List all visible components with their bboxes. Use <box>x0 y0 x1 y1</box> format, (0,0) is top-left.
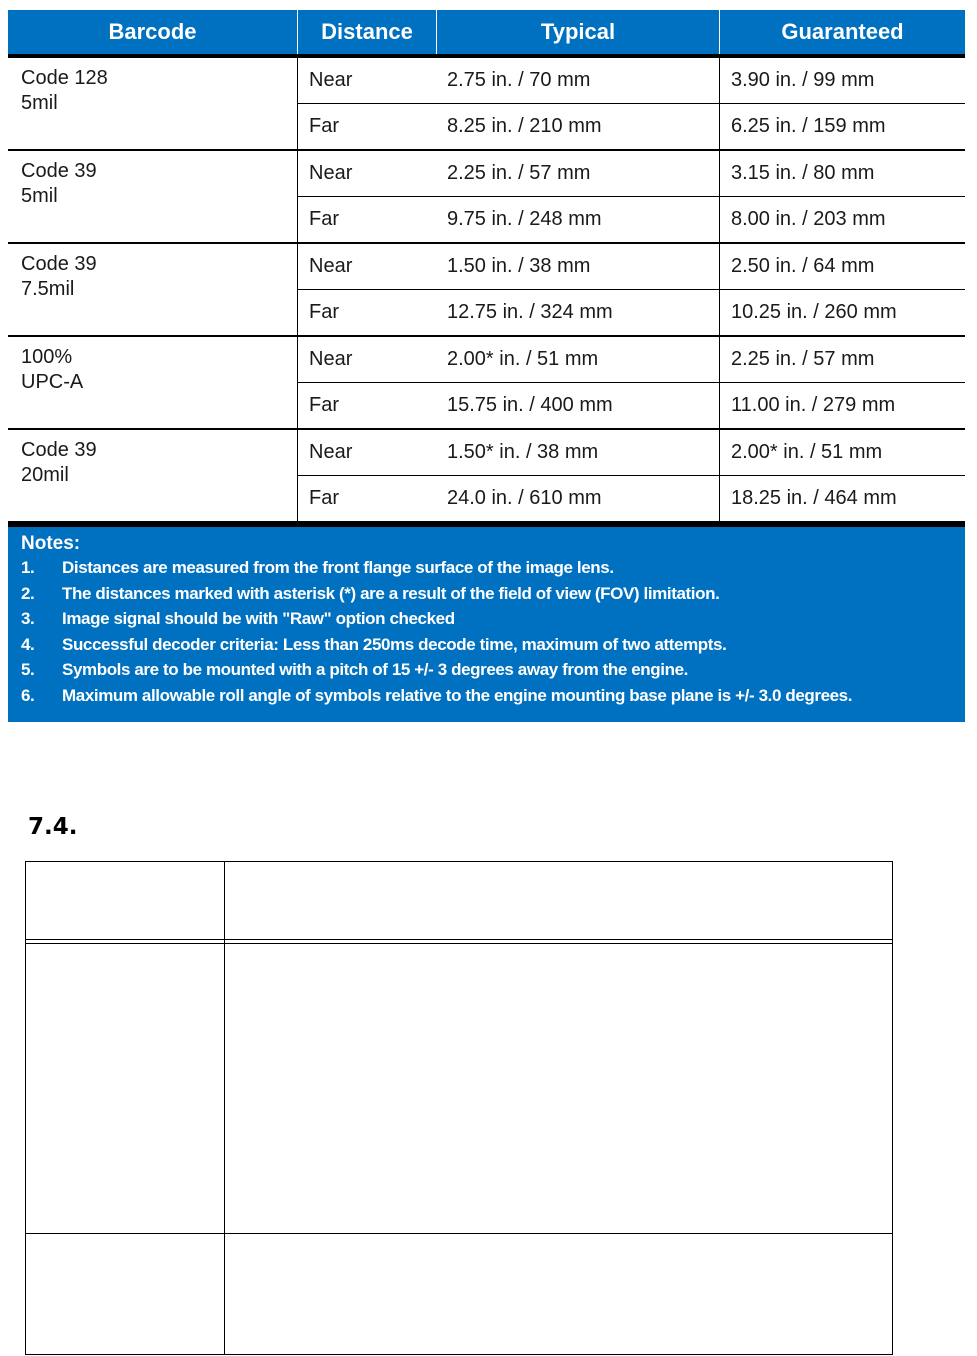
table-row <box>297 244 965 289</box>
guaranteed-cell: 8.00 in. / 203 mm <box>719 197 965 242</box>
header-guaranteed: Guaranteed <box>719 10 965 54</box>
distance-cell: Far <box>297 197 436 242</box>
distance-cell: Near <box>297 58 436 103</box>
note-item <box>21 606 965 632</box>
note-text: Distances are measured from the front flange surface of the image lens. <box>62 558 614 577</box>
barcode-group <box>8 244 965 337</box>
guaranteed-cell: 3.90 in. / 99 mm <box>719 58 965 103</box>
typical-cell: 2.75 in. / 70 mm <box>447 69 591 91</box>
guaranteed-cell: 2.00* in. / 51 mm <box>719 430 965 475</box>
table-cell <box>26 944 224 1234</box>
barcode-cell <box>8 430 297 521</box>
barcode-size: 5mil <box>21 185 58 207</box>
barcode-size: 20mil <box>21 464 69 486</box>
note-number: 6. <box>21 685 35 705</box>
distance-cell: Far <box>297 383 436 428</box>
table-cell <box>225 1234 892 1354</box>
barcode-cell <box>8 337 297 428</box>
notes-block <box>8 523 965 722</box>
note-number: 3. <box>21 609 35 628</box>
guaranteed-cell: 10.25 in. / 260 mm <box>719 290 965 335</box>
table-row <box>297 382 965 428</box>
guaranteed-cell: 2.25 in. / 57 mm <box>719 337 965 382</box>
distance-cell: Near <box>297 244 436 289</box>
table-cell <box>26 1234 224 1354</box>
header-barcode: Barcode <box>108 19 197 44</box>
header-distance: Distance <box>297 10 436 54</box>
barcode-name: Code 128 <box>21 67 108 89</box>
note-item <box>21 581 965 607</box>
table-row <box>26 1233 892 1354</box>
barcode-size: 5mil <box>21 92 58 114</box>
note-text: Image signal should be with "Raw" option checked <box>62 609 455 628</box>
table-row <box>297 430 965 475</box>
note-item <box>21 555 965 581</box>
column-divider <box>224 862 225 1354</box>
distance-cell: Near <box>297 151 436 196</box>
note-text: The distances marked with asterisk (*) are a result of the field of view (FOV) limitation. <box>62 583 720 603</box>
barcode-cell <box>8 58 297 149</box>
barcode-size: 7.5mil <box>21 278 75 300</box>
typical-cell: 2.00* in. / 51 mm <box>447 348 599 370</box>
barcode-name: Code 39 <box>21 439 97 461</box>
barcode-cell <box>8 151 297 242</box>
distance-cell: Far <box>297 476 436 521</box>
guaranteed-cell: 11.00 in. / 279 mm <box>719 383 965 428</box>
note-text: Symbols are to be mounted with a pitch of 15 +/- 3 degrees away from the engine. <box>62 660 688 679</box>
barcode-cell <box>8 244 297 335</box>
table-row <box>26 862 892 939</box>
typical-cell: 12.75 in. / 324 mm <box>447 301 613 323</box>
barcode-name: Code 39 <box>21 160 97 182</box>
section-number: 7.4. <box>28 814 78 840</box>
distance-cell: Near <box>297 337 436 382</box>
guaranteed-cell: 2.50 in. / 64 mm <box>719 244 965 289</box>
typical-cell: 2.25 in. / 57 mm <box>447 162 591 184</box>
barcode-size: UPC-A <box>21 371 84 393</box>
note-item <box>21 657 965 683</box>
table-cell <box>26 862 224 939</box>
typical-cell: 8.25 in. / 210 mm <box>447 115 602 137</box>
table-row <box>297 196 965 242</box>
note-number: 1. <box>21 558 35 577</box>
barcode-group <box>8 337 965 430</box>
barcode-group <box>8 58 965 151</box>
distance-cell: Near <box>297 430 436 475</box>
note-text: Maximum allowable roll angle of symbols relative to the engine mounting base plane is +/- 3.0 degrees. <box>62 685 853 705</box>
barcode-group <box>8 430 965 523</box>
guaranteed-cell: 6.25 in. / 159 mm <box>719 104 965 149</box>
note-item <box>21 632 965 658</box>
guaranteed-cell: 18.25 in. / 464 mm <box>719 476 965 521</box>
header-typical: Typical <box>436 10 719 54</box>
note-text: Successful decoder criteria: Less than 250ms decode time, maximum of two attempts. <box>62 634 727 654</box>
table-row <box>297 103 965 149</box>
table-row <box>297 151 965 196</box>
typical-cell: 1.50* in. / 38 mm <box>447 441 599 463</box>
typical-cell: 1.50 in. / 38 mm <box>447 255 591 277</box>
typical-cell: 24.0 in. / 610 mm <box>447 487 602 509</box>
note-number: 4. <box>21 634 35 654</box>
note-number: 5. <box>21 660 35 679</box>
table-row <box>297 337 965 382</box>
table-cell <box>225 944 892 1234</box>
barcode-name: Code 39 <box>21 253 97 275</box>
note-number: 2. <box>21 583 35 603</box>
barcode-group <box>8 151 965 244</box>
distance-cell: Far <box>297 290 436 335</box>
barcode-range-table <box>8 10 965 722</box>
table-row <box>297 289 965 335</box>
table-header-row <box>8 10 965 58</box>
barcode-name: 100% <box>21 346 73 368</box>
table-row <box>26 943 892 1234</box>
table-row <box>297 58 965 103</box>
guaranteed-cell: 3.15 in. / 80 mm <box>719 151 965 196</box>
table-cell <box>225 862 892 939</box>
note-item <box>21 683 965 709</box>
empty-table <box>25 861 893 1355</box>
table-row <box>297 475 965 521</box>
typical-cell: 15.75 in. / 400 mm <box>447 394 613 416</box>
typical-cell: 9.75 in. / 248 mm <box>447 208 602 230</box>
notes-title: Notes: <box>21 533 81 554</box>
distance-cell: Far <box>297 104 436 149</box>
